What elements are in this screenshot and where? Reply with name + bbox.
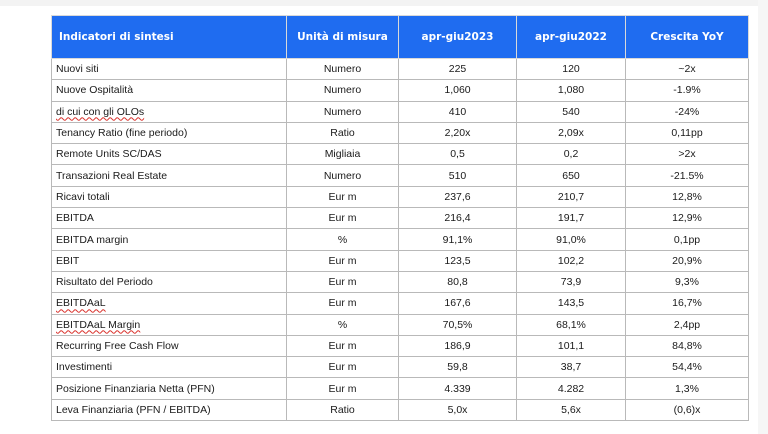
cell-indicator: Ricavi totali — [52, 186, 287, 207]
table-row — [52, 80, 749, 101]
cell-growth: (0,6)x — [626, 399, 749, 420]
cell-unit: Migliaia — [287, 144, 399, 165]
cell-growth: 16,7% — [626, 293, 749, 314]
table-row — [52, 378, 749, 399]
cell-unit: Eur m — [287, 378, 399, 399]
header-previous-period: apr-giu2022 — [517, 16, 626, 59]
cell-previous: 210,7 — [517, 186, 626, 207]
cell-indicator: Recurring Free Cash Flow — [52, 335, 287, 356]
cell-unit: Eur m — [287, 250, 399, 271]
cell-previous: 91,0% — [517, 229, 626, 250]
table-header-row — [52, 16, 749, 59]
table-row — [52, 186, 749, 207]
cell-previous: 143,5 — [517, 293, 626, 314]
table-row — [52, 122, 749, 143]
cell-indicator: Transazioni Real Estate — [52, 165, 287, 186]
table-row — [52, 271, 749, 292]
cell-current: 4.339 — [399, 378, 517, 399]
cell-indicator: EBITDA margin — [52, 229, 287, 250]
table-row — [52, 229, 749, 250]
cell-growth: 12,9% — [626, 208, 749, 229]
header-indicator: Indicatori di sintesi — [52, 16, 287, 59]
cell-previous: 120 — [517, 59, 626, 80]
cell-indicator: Nuovi siti — [52, 59, 287, 80]
cell-indicator: EBITDAaL — [52, 293, 287, 314]
cell-growth: 54,4% — [626, 357, 749, 378]
table-row — [52, 399, 749, 420]
cell-growth: 9,3% — [626, 271, 749, 292]
cell-indicator: Investimenti — [52, 357, 287, 378]
cell-unit: % — [287, 229, 399, 250]
cell-current: 225 — [399, 59, 517, 80]
cell-previous: 68,1% — [517, 314, 626, 335]
cell-unit: % — [287, 314, 399, 335]
cell-previous: 101,1 — [517, 335, 626, 356]
cell-growth: -1.9% — [626, 80, 749, 101]
cell-growth: 12,8% — [626, 186, 749, 207]
cell-indicator: EBITDAaL Margin — [52, 314, 287, 335]
cell-previous: 102,2 — [517, 250, 626, 271]
cell-previous: 650 — [517, 165, 626, 186]
cell-previous: 540 — [517, 101, 626, 122]
cell-growth: -21.5% — [626, 165, 749, 186]
table-row — [52, 335, 749, 356]
cell-indicator: Leva Finanziaria (PFN / EBITDA) — [52, 399, 287, 420]
cell-previous: 0,2 — [517, 144, 626, 165]
table-row — [52, 357, 749, 378]
header-current-period: apr-giu2023 — [399, 16, 517, 59]
cell-previous: 1,080 — [517, 80, 626, 101]
cell-growth: 2,4pp — [626, 314, 749, 335]
cell-unit: Eur m — [287, 271, 399, 292]
cell-unit: Eur m — [287, 357, 399, 378]
cell-indicator: Nuove Ospitalità — [52, 80, 287, 101]
cell-current: 2,20x — [399, 122, 517, 143]
cell-growth: 20,9% — [626, 250, 749, 271]
kpi-summary-table — [51, 15, 749, 421]
cell-indicator: Remote Units SC/DAS — [52, 144, 287, 165]
cell-previous: 38,7 — [517, 357, 626, 378]
cell-current: 510 — [399, 165, 517, 186]
window-top-edge — [0, 0, 768, 6]
cell-growth: -24% — [626, 101, 749, 122]
table-row — [52, 165, 749, 186]
cell-unit: Ratio — [287, 122, 399, 143]
cell-previous: 191,7 — [517, 208, 626, 229]
cell-unit: Numero — [287, 101, 399, 122]
cell-current: 1,060 — [399, 80, 517, 101]
window-right-edge — [758, 0, 768, 434]
cell-unit: Numero — [287, 80, 399, 101]
cell-current: 410 — [399, 101, 517, 122]
cell-previous: 4.282 — [517, 378, 626, 399]
cell-indicator: EBITDA — [52, 208, 287, 229]
cell-growth: 1,3% — [626, 378, 749, 399]
cell-current: 5,0x — [399, 399, 517, 420]
cell-current: 91,1% — [399, 229, 517, 250]
table-row — [52, 293, 749, 314]
table-row — [52, 144, 749, 165]
cell-unit: Numero — [287, 165, 399, 186]
cell-current: 216,4 — [399, 208, 517, 229]
cell-growth: 0,11pp — [626, 122, 749, 143]
table-row — [52, 101, 749, 122]
cell-indicator: Tenancy Ratio (fine periodo) — [52, 122, 287, 143]
cell-previous: 2,09x — [517, 122, 626, 143]
header-unit: Unità di misura — [287, 16, 399, 59]
cell-unit: Eur m — [287, 186, 399, 207]
cell-previous: 73,9 — [517, 271, 626, 292]
cell-current: 186,9 — [399, 335, 517, 356]
cell-unit: Eur m — [287, 208, 399, 229]
cell-current: 237,6 — [399, 186, 517, 207]
cell-previous: 5,6x — [517, 399, 626, 420]
cell-growth: 0,1pp — [626, 229, 749, 250]
cell-current: 0,5 — [399, 144, 517, 165]
cell-growth: 84,8% — [626, 335, 749, 356]
table-row — [52, 208, 749, 229]
cell-current: 80,8 — [399, 271, 517, 292]
cell-unit: Eur m — [287, 293, 399, 314]
cell-indicator: di cui con gli OLOs — [52, 101, 287, 122]
cell-current: 123,5 — [399, 250, 517, 271]
table-row — [52, 59, 749, 80]
table-row — [52, 250, 749, 271]
cell-current: 70,5% — [399, 314, 517, 335]
cell-growth: >2x — [626, 144, 749, 165]
header-yoy-growth: Crescita YoY — [626, 16, 749, 59]
cell-unit: Ratio — [287, 399, 399, 420]
cell-growth: ~2x — [626, 59, 749, 80]
cell-current: 167,6 — [399, 293, 517, 314]
cell-unit: Eur m — [287, 335, 399, 356]
table-row — [52, 314, 749, 335]
cell-unit: Numero — [287, 59, 399, 80]
cell-indicator: Posizione Finanziaria Netta (PFN) — [52, 378, 287, 399]
cell-current: 59,8 — [399, 357, 517, 378]
cell-indicator: Risultato del Periodo — [52, 271, 287, 292]
cell-indicator: EBIT — [52, 250, 287, 271]
